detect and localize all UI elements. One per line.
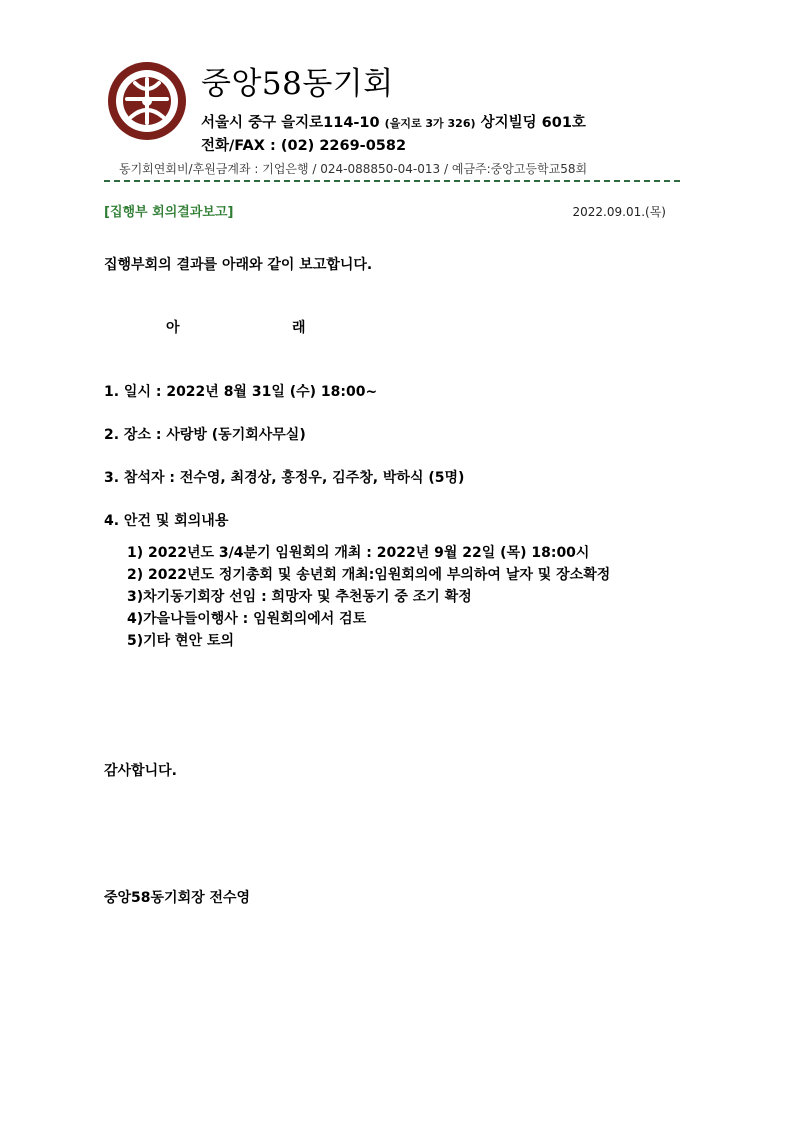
agenda-item: 3)차기동기회장 선임 : 희망자 및 추천동기 중 조기 확정 bbox=[127, 589, 472, 605]
agenda-item: 4)가을나들이행사 : 임원회의에서 검토 bbox=[127, 611, 367, 627]
report-title: [집행부 회의결과보고] bbox=[104, 205, 234, 220]
item-attendees: 3. 참석자 : 전수영, 최경상, 홍정우, 김주창, 박하식 (5명) bbox=[104, 470, 465, 486]
association-logo bbox=[107, 61, 187, 141]
below-heading-right: 래 bbox=[292, 320, 306, 336]
item-agenda-heading: 4. 안건 및 회의내용 bbox=[104, 513, 229, 529]
below-heading-left: 아 bbox=[166, 320, 180, 336]
signature: 중앙58동기회장 전수영 bbox=[104, 890, 251, 906]
item-place: 2. 장소 : 사랑방 (동기회사무실) bbox=[104, 427, 306, 443]
item-datetime: 1. 일시 : 2022년 8월 31일 (수) 18:00~ bbox=[104, 384, 378, 400]
report-date: 2022.09.01.(목) bbox=[572, 205, 666, 219]
agenda-item: 1) 2022년도 3/4분기 임원회의 개최 : 2022년 9월 22일 (목) 18:00시 bbox=[127, 545, 590, 561]
address-lot-number: (을지로 3가 326) bbox=[384, 117, 476, 130]
header-divider bbox=[104, 180, 680, 182]
phone-fax: 전화/FAX : (02) 2269-0582 bbox=[201, 138, 407, 154]
closing-thanks: 감사합니다. bbox=[104, 763, 177, 779]
address-building: 상지빌딩 601호 bbox=[475, 115, 586, 131]
organization-address bbox=[201, 111, 586, 132]
organization-name: 중앙58동기회 bbox=[201, 66, 394, 102]
agenda-item: 2) 2022년도 정기총회 및 송년회 개최:임원회의에 부의하여 날자 및 장소확정 bbox=[127, 567, 611, 583]
bank-account-info: 동기회연회비/후원금계좌 : 기업은행 / 024-088850-04-013 / 예금주:중앙고등학교58회 bbox=[119, 162, 588, 176]
agenda-item: 5)기타 현안 토의 bbox=[127, 633, 235, 649]
intro-text: 집행부회의 결과를 아래와 같이 보고합니다. bbox=[104, 257, 373, 273]
address-main: 서울시 중구 을지로114-10 bbox=[201, 115, 385, 131]
